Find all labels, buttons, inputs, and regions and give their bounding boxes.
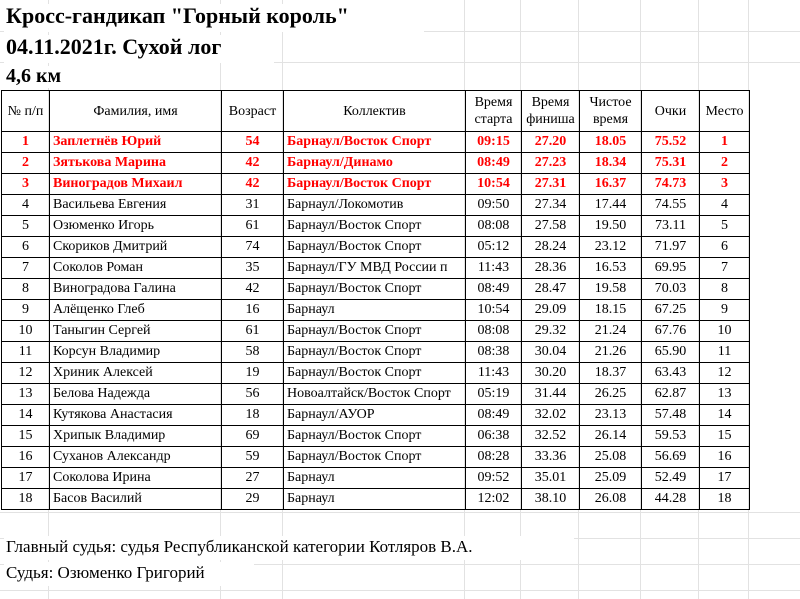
cell-start-time: 08:49 [466,279,522,300]
cell-place: 7 [700,258,750,279]
cell-net-time: 26.08 [580,489,642,510]
cell-team: Барнаул/АУОР [284,405,466,426]
cell-number: 7 [2,258,50,279]
cell-net-time: 25.09 [580,468,642,489]
cell-number: 18 [2,489,50,510]
cell-place: 14 [700,405,750,426]
cell-finish-time: 27.58 [522,216,580,237]
cell-net-time: 18.34 [580,153,642,174]
cell-name: Таныгин Сергей [50,321,222,342]
cell-finish-time: 29.09 [522,300,580,321]
cell-team: Барнаул [284,300,466,321]
cell-team: Новоалтайск/Восток Спорт [284,384,466,405]
cell-start-time: 08:49 [466,405,522,426]
cell-finish-time: 29.32 [522,321,580,342]
table-row [2,195,750,216]
cell-age: 29 [222,489,284,510]
cell-age: 42 [222,153,284,174]
cell-number: 11 [2,342,50,363]
cell-points: 70.03 [642,279,700,300]
cell-finish-time: 28.36 [522,258,580,279]
cell-place: 8 [700,279,750,300]
cell-start-time: 11:43 [466,363,522,384]
cell-number: 13 [2,384,50,405]
cell-place: 1 [700,132,750,153]
cell-team: Барнаул [284,489,466,510]
cell-team: Барнаул/Локомотив [284,195,466,216]
cell-place: 5 [700,216,750,237]
cell-number: 14 [2,405,50,426]
cell-place: 10 [700,321,750,342]
cell-age: 54 [222,132,284,153]
cell-age: 42 [222,174,284,195]
cell-age: 59 [222,447,284,468]
cell-name: Соколов Роман [50,258,222,279]
cell-net-time: 19.58 [580,279,642,300]
cell-start-time: 12:02 [466,489,522,510]
cell-place: 4 [700,195,750,216]
cell-start-time: 08:38 [466,342,522,363]
cell-age: 61 [222,321,284,342]
cell-team: Барнаул/Динамо [284,153,466,174]
cell-team: Барнаул/Восток Спорт [284,174,466,195]
cell-name: Белова Надежда [50,384,222,405]
cell-points: 73.11 [642,216,700,237]
cell-net-time: 17.44 [580,195,642,216]
chief-judge-line: Главный судья: судья Республиканской категории Котляров В.А. [6,537,473,556]
cell-name: Корсун Владимир [50,342,222,363]
column-header-age: Возраст [222,91,284,132]
cell-name: Заплетнёв Юрий [50,132,222,153]
table-row [2,405,750,426]
table-row [2,384,750,405]
column-header-points: Очки [642,91,700,132]
cell-number: 8 [2,279,50,300]
cell-start-time: 05:12 [466,237,522,258]
cell-net-time: 16.37 [580,174,642,195]
cell-team: Барнаул/Восток Спорт [284,447,466,468]
cell-finish-time: 28.24 [522,237,580,258]
cell-team: Барнаул/Восток Спорт [284,426,466,447]
cell-finish-time: 27.34 [522,195,580,216]
cell-points: 67.25 [642,300,700,321]
results-table-body [2,132,750,510]
cell-age: 19 [222,363,284,384]
cell-name: Виноградова Галина [50,279,222,300]
cell-team: Барнаул/ГУ МВД России п [284,258,466,279]
cell-points: 44.28 [642,489,700,510]
cell-age: 18 [222,405,284,426]
cell-net-time: 18.37 [580,363,642,384]
cell-points: 67.76 [642,321,700,342]
cell-points: 74.73 [642,174,700,195]
table-row [2,321,750,342]
cell-name: Суханов Александр [50,447,222,468]
cell-age: 42 [222,279,284,300]
cell-place: 16 [700,447,750,468]
cell-name: Басов Василий [50,489,222,510]
cell-points: 57.48 [642,405,700,426]
cell-name: Виноградов Михаил [50,174,222,195]
cell-name: Кутякова Анастасия [50,405,222,426]
cell-name: Соколова Ирина [50,468,222,489]
cell-number: 2 [2,153,50,174]
cell-place: 6 [700,237,750,258]
cell-points: 75.52 [642,132,700,153]
cell-start-time: 08:28 [466,447,522,468]
cell-net-time: 18.05 [580,132,642,153]
cell-number: 9 [2,300,50,321]
column-header-net-time: Чистое время [580,91,642,132]
cell-finish-time: 28.47 [522,279,580,300]
cell-start-time: 10:54 [466,300,522,321]
cell-points: 62.87 [642,384,700,405]
cell-net-time: 25.08 [580,447,642,468]
cell-place: 18 [700,489,750,510]
cell-finish-time: 32.52 [522,426,580,447]
cell-net-time: 26.14 [580,426,642,447]
cell-age: 31 [222,195,284,216]
cell-number: 3 [2,174,50,195]
table-row [2,237,750,258]
cell-number: 17 [2,468,50,489]
cell-points: 63.43 [642,363,700,384]
cell-age: 16 [222,300,284,321]
cell-name: Скориков Дмитрий [50,237,222,258]
cell-finish-time: 33.36 [522,447,580,468]
cell-age: 27 [222,468,284,489]
cell-place: 13 [700,384,750,405]
cell-age: 58 [222,342,284,363]
cell-place: 9 [700,300,750,321]
cell-points: 52.49 [642,468,700,489]
cell-place: 15 [700,426,750,447]
cell-points: 75.31 [642,153,700,174]
cell-name: Алёщенко Глеб [50,300,222,321]
table-row [2,174,750,195]
cell-start-time: 08:08 [466,216,522,237]
cell-age: 56 [222,384,284,405]
table-row [2,468,750,489]
table-row [2,216,750,237]
cell-start-time: 09:50 [466,195,522,216]
cell-start-time: 08:08 [466,321,522,342]
cell-finish-time: 30.04 [522,342,580,363]
cell-number: 5 [2,216,50,237]
page-title: Кросс-гандикап "Горный король" [6,3,349,28]
table-row [2,279,750,300]
cell-place: 17 [700,468,750,489]
table-row [2,426,750,447]
table-header-row [2,91,750,132]
cell-net-time: 19.50 [580,216,642,237]
judge-line: Судья: Озюменко Григорий [6,563,205,582]
cell-finish-time: 27.23 [522,153,580,174]
cell-start-time: 11:43 [466,258,522,279]
cell-finish-time: 32.02 [522,405,580,426]
cell-number: 4 [2,195,50,216]
cell-age: 69 [222,426,284,447]
table-row [2,342,750,363]
cell-place: 2 [700,153,750,174]
table-row [2,258,750,279]
cell-start-time: 10:54 [466,174,522,195]
cell-start-time: 09:52 [466,468,522,489]
cell-points: 65.90 [642,342,700,363]
cell-start-time: 05:19 [466,384,522,405]
cell-team: Барнаул/Восток Спорт [284,216,466,237]
column-header-start-time: Время старта [466,91,522,132]
cell-team: Барнаул/Восток Спорт [284,342,466,363]
cell-finish-time: 35.01 [522,468,580,489]
cell-number: 12 [2,363,50,384]
column-header-place: Место [700,91,750,132]
cell-number: 10 [2,321,50,342]
cell-number: 6 [2,237,50,258]
cell-finish-time: 27.31 [522,174,580,195]
cell-team: Барнаул/Восток Спорт [284,321,466,342]
cell-place: 3 [700,174,750,195]
column-header-finish-time: Время финиша [522,91,580,132]
cell-team: Барнаул/Восток Спорт [284,132,466,153]
cell-net-time: 21.26 [580,342,642,363]
cell-place: 12 [700,363,750,384]
cell-team: Барнаул [284,468,466,489]
table-row [2,447,750,468]
cell-finish-time: 30.20 [522,363,580,384]
cell-number: 1 [2,132,50,153]
cell-team: Барнаул/Восток Спорт [284,363,466,384]
column-header-name: Фамилия, имя [50,91,222,132]
cell-finish-time: 31.44 [522,384,580,405]
cell-points: 69.95 [642,258,700,279]
table-row [2,153,750,174]
cell-place: 11 [700,342,750,363]
cell-net-time: 18.15 [580,300,642,321]
table-row [2,300,750,321]
cell-points: 56.69 [642,447,700,468]
table-row [2,132,750,153]
event-date-place: 04.11.2021г. Сухой лог [6,34,222,59]
cell-age: 74 [222,237,284,258]
cell-points: 74.55 [642,195,700,216]
cell-start-time: 09:15 [466,132,522,153]
column-header-team: Коллектив [284,91,466,132]
column-header-number: № п/п [2,91,50,132]
cell-points: 71.97 [642,237,700,258]
table-row [2,363,750,384]
cell-name: Озюменко Игорь [50,216,222,237]
cell-net-time: 23.12 [580,237,642,258]
cell-net-time: 26.25 [580,384,642,405]
cell-net-time: 21.24 [580,321,642,342]
cell-net-time: 16.53 [580,258,642,279]
cell-finish-time: 38.10 [522,489,580,510]
cell-team: Барнаул/Восток Спорт [284,237,466,258]
cell-name: Хрипык Владимир [50,426,222,447]
cell-age: 35 [222,258,284,279]
results-table [1,90,750,510]
cell-name: Зятькова Марина [50,153,222,174]
cell-start-time: 06:38 [466,426,522,447]
cell-points: 59.53 [642,426,700,447]
distance-label: 4,6 км [6,65,62,87]
cell-start-time: 08:49 [466,153,522,174]
cell-age: 61 [222,216,284,237]
cell-name: Васильева Евгения [50,195,222,216]
cell-finish-time: 27.20 [522,132,580,153]
cell-net-time: 23.13 [580,405,642,426]
cell-number: 16 [2,447,50,468]
cell-team: Барнаул/Восток Спорт [284,279,466,300]
cell-name: Хриник Алексей [50,363,222,384]
table-row [2,489,750,510]
cell-number: 15 [2,426,50,447]
